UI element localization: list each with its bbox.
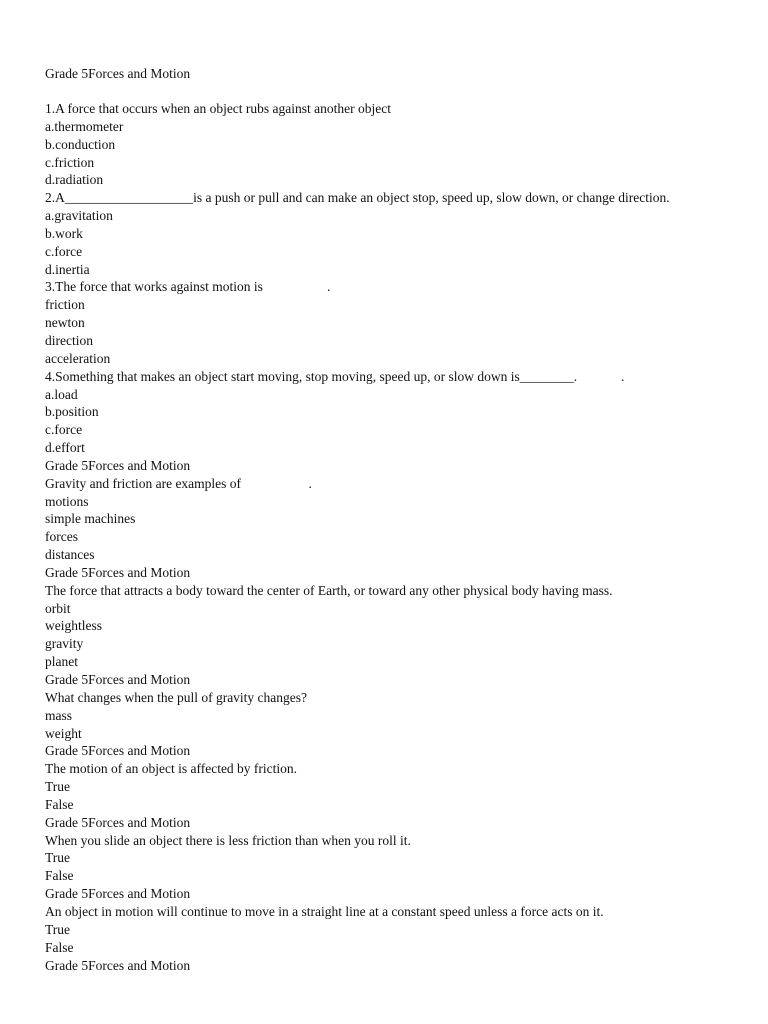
document-line: newton	[45, 315, 85, 331]
answer-option: a.gravitation	[45, 208, 113, 224]
document-line: weight	[45, 725, 82, 741]
answer-option: c.friction	[45, 154, 95, 170]
document-line: The motion of an object is affected by friction.	[45, 761, 298, 777]
document-line: friction	[45, 297, 85, 313]
section-header: Grade 5Forces and Motion	[45, 957, 191, 973]
document-line: simple machines	[45, 511, 136, 527]
document-line: weightless	[45, 618, 102, 634]
answer-option: d.inertia	[45, 261, 90, 277]
document-line: False	[45, 796, 74, 812]
document-line: distances	[45, 547, 95, 563]
question-text: 3.The force that works against motion is .	[45, 279, 331, 295]
answer-option: b.position	[45, 404, 99, 420]
section-header: Grade 5Forces and Motion	[45, 457, 191, 473]
document-line: An object in motion will continue to move in a straight line at a constant speed unless a force acts on it.	[45, 903, 604, 919]
section-header: Grade 5Forces and Motion	[45, 672, 191, 687]
question-text: 1.A force that occurs when an object rubs against another object	[45, 101, 392, 116]
document-title: Grade 5Forces and Motion	[45, 66, 191, 81]
document-line: What changes when the pull of gravity changes?	[45, 689, 308, 705]
section-header: Grade 5Forces and Motion	[45, 564, 191, 580]
document-line: The force that attracts a body toward the center of Earth, or toward any other physical body having mass.	[45, 582, 613, 598]
document-line: False	[45, 868, 74, 884]
section-header: Grade 5Forces and Motion	[45, 743, 191, 759]
document-line: orbit	[45, 600, 71, 616]
document-line: True	[45, 850, 71, 866]
answer-option: b.conduction	[45, 136, 116, 152]
document-line: gravity	[45, 636, 84, 652]
answer-option: a.thermometer	[45, 118, 124, 134]
answer-option: b.work	[45, 225, 83, 241]
answer-option: a.load	[45, 386, 78, 402]
document-line: True	[45, 779, 71, 795]
document-line: True	[45, 921, 71, 937]
document-line: False	[45, 939, 74, 955]
document-line: Gravity and friction are examples of .	[45, 475, 312, 491]
document-line: forces	[45, 529, 78, 545]
document-body	[45, 100, 745, 974]
section-header: Grade 5Forces and Motion	[45, 814, 191, 830]
answer-option: c.force	[45, 243, 83, 259]
answer-option: d.radiation	[45, 172, 104, 188]
section-header: Grade 5Forces and Motion	[45, 886, 191, 902]
document-line: mass	[45, 707, 72, 723]
document-line: acceleration	[45, 350, 111, 366]
answer-option: d.effort	[45, 440, 85, 456]
question-text: 4.Something that makes an object start moving, stop moving, speed up, or slow down is________. .	[45, 368, 625, 384]
answer-option: c.force	[45, 422, 83, 438]
document-line: direction	[45, 332, 93, 348]
document-line: motions	[45, 493, 89, 509]
document-line: planet	[45, 654, 78, 670]
document-line: When you slide an object there is less friction than when you roll it.	[45, 832, 411, 848]
question-text: 2.A___________________is a push or pull and can make an object stop, speed up, slow down, or change direction.	[45, 190, 670, 206]
